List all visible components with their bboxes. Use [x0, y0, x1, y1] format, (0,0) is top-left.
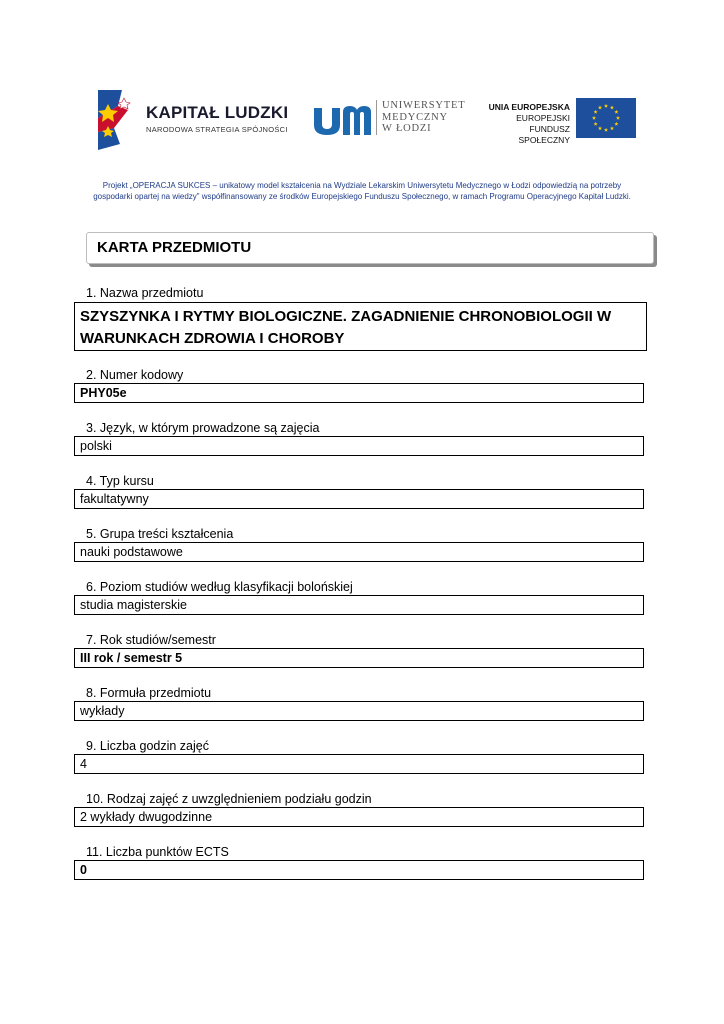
field-value-code: PHY05e — [74, 383, 644, 403]
field-label-course-name: 1. Nazwa przedmiotu — [86, 286, 204, 300]
field-value-course-formula: wykłady — [74, 701, 644, 721]
kapital-ludzki-title: KAPITAŁ LUDZKI — [146, 103, 289, 122]
field-value-content-group: nauki podstawowe — [74, 542, 644, 562]
umed-lodz-logo — [312, 98, 466, 140]
eu-line-1: UNIA EUROPEJSKA — [488, 102, 570, 112]
umed-monogram-icon — [312, 104, 372, 136]
field-label-course-type: 4. Typ kursu — [86, 474, 154, 488]
field-value-language: polski — [74, 436, 644, 456]
kapital-ludzki-subtitle: NARODOWA STRATEGIA SPÓJNOŚCI — [146, 125, 288, 134]
umed-line-1: UNIWERSYTET — [382, 100, 466, 111]
project-description: Projekt „OPERACJA SUKCES – unikatowy model kształcenia na Wydziale Lekarskim Uniwersytetu Medycznego w Łodzi odpowiedzią na potrzeby gospodarki opartej na wiedzy” współfinansowany ze środków Europejskiego Funduszu Społecznego, w ramach Programu Operacyjnego Kapitał Ludzki. — [93, 181, 631, 201]
document-title-box — [86, 232, 654, 264]
eu-line-2: EUROPEJSKI — [516, 113, 570, 123]
field-label-class-type: 10. Rodzaj zajęć z uwzględnieniem podziału godzin — [86, 792, 372, 806]
field-label-course-formula: 8. Formuła przedmiotu — [86, 686, 212, 700]
field-value-course-type: fakultatywny — [74, 489, 644, 509]
eu-line-3: FUNDUSZ SPOŁECZNY — [518, 124, 570, 145]
field-label-language: 3. Język, w którym prowadzone są zajęcia — [86, 421, 320, 435]
field-label-ects: 11. Liczba punktów ECTS — [86, 845, 229, 859]
field-value-course-name: SZYSZYNKA I RYTMY BIOLOGICZNE. ZAGADNIENIE CHRONOBIOLOGII W WARUNKACH ZDROWIA I CHOROBY — [74, 302, 647, 351]
field-label-content-group: 5. Grupa treści kształcenia — [86, 527, 234, 541]
field-label-study-level: 6. Poziom studiów według klasyfikacji bolońskiej — [86, 580, 353, 594]
eu-logo — [484, 98, 636, 145]
kapital-ludzki-logo — [94, 88, 294, 152]
document-title: KARTA PRZEDMIOTU — [97, 239, 252, 256]
kapital-ludzki-emblem-icon — [94, 88, 140, 152]
field-label-code: 2. Numer kodowy — [86, 368, 184, 382]
field-value-ects: 0 — [74, 860, 644, 880]
umed-line-2: MEDYCZNY — [382, 111, 448, 123]
field-label-year-semester: 7. Rok studiów/semestr — [86, 633, 216, 647]
field-value-study-level: studia magisterskie — [74, 595, 644, 615]
field-label-hours: 9. Liczba godzin zajęć — [86, 739, 209, 753]
umed-line-3: W ŁODZI — [382, 123, 432, 134]
eu-flag-icon — [576, 98, 636, 138]
field-value-class-type: 2 wykłady dwugodzinne — [74, 807, 644, 827]
field-value-hours: 4 — [74, 754, 644, 774]
field-value-year-semester: III rok / semestr 5 — [74, 648, 644, 668]
